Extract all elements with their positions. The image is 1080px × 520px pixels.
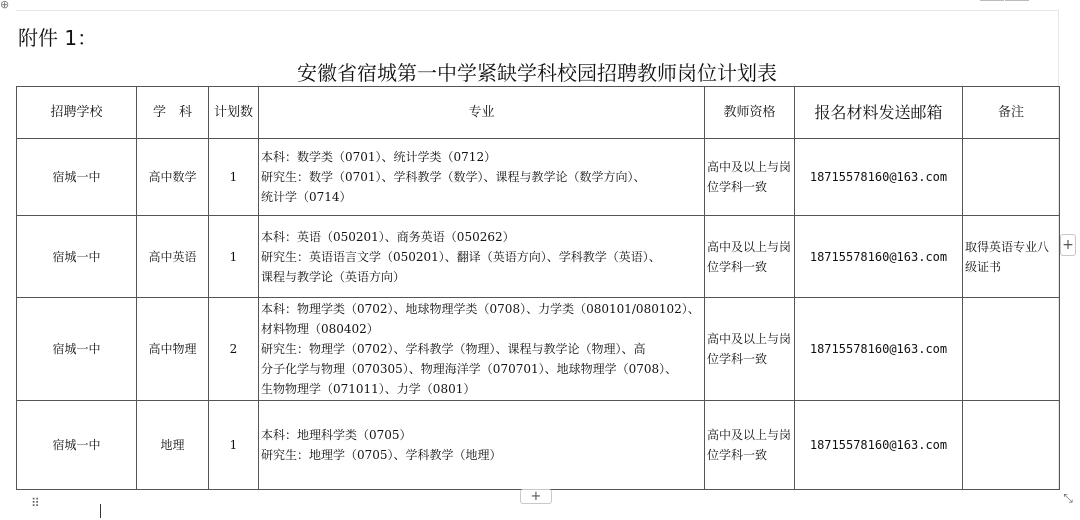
cell-email[interactable]: 18715578160@163.com <box>795 401 963 490</box>
table-move-handle[interactable]: ⊕ <box>0 0 10 11</box>
cell-major[interactable] <box>259 401 705 490</box>
cell-subject[interactable]: 高中英语 <box>137 216 209 298</box>
cell-remark[interactable] <box>963 298 1060 401</box>
table-resize-icon[interactable]: ⤡ <box>1063 491 1073 505</box>
cell-email[interactable]: 18715578160@163.com <box>795 216 963 298</box>
cell-qualification[interactable]: 高中及以上与岗位学科一致 <box>705 216 795 298</box>
cell-remark[interactable] <box>963 139 1060 216</box>
add-row-button[interactable]: + <box>1060 234 1076 256</box>
header-subject[interactable]: 学 科 <box>137 87 209 139</box>
major-line: 生物物理学（071011）、力学（0801） <box>261 382 476 396</box>
cell-email[interactable]: 18715578160@163.com <box>795 139 963 216</box>
text-cursor <box>100 504 101 518</box>
major-line: 本科：数学类（0701）、统计学类（0712） <box>261 150 497 164</box>
table-row <box>17 216 1060 298</box>
page-corner-mark <box>1005 0 1029 8</box>
header-count[interactable]: 计划数 <box>209 87 259 139</box>
major-line: 统计学（0714） <box>261 190 352 204</box>
major-line: 研究生：英语语言文学（050201）、翻译（英语方向）、学科教学（英语）、 <box>261 249 661 264</box>
major-line: 研究生：数学（0701）、学科教学（数学）、课程与教学论（数学方向）、 <box>261 170 646 184</box>
cell-count[interactable]: 1 <box>209 216 259 298</box>
major-line: 本科：地理科学类（0705） <box>261 428 412 442</box>
page-title: 安徽省宿城第一中学紧缺学科校园招聘教师岗位计划表 <box>297 61 777 85</box>
major-line: 研究生：地理学（0705）、学科教学（地理） <box>261 448 502 462</box>
cell-count[interactable]: 1 <box>209 139 259 216</box>
cell-count[interactable]: 1 <box>209 401 259 490</box>
cell-qualification[interactable]: 高中及以上与岗位学科一致 <box>705 298 795 401</box>
major-line: 本科：物理学类（0702）、地球物理学类（0708）、力学类（080101/080102）、 <box>261 302 700 316</box>
cell-major[interactable] <box>259 216 705 298</box>
cell-school[interactable]: 宿城一中 <box>17 139 137 216</box>
header-remark[interactable]: 备注 <box>963 87 1060 139</box>
table-header-row <box>17 87 1060 139</box>
attachment-label: 附件 1： <box>18 26 98 50</box>
cell-major[interactable] <box>259 139 705 216</box>
page-margin-guide <box>16 10 1058 11</box>
recruitment-plan-table <box>16 86 1060 490</box>
cell-email[interactable]: 18715578160@163.com <box>795 298 963 401</box>
page-corner-mark <box>980 0 1004 8</box>
cell-qualification[interactable]: 高中及以上与岗位学科一致 <box>705 139 795 216</box>
header-qualification[interactable]: 教师资格 <box>705 87 795 139</box>
table-row <box>17 401 1060 490</box>
cell-remark[interactable] <box>963 401 1060 490</box>
cell-qualification[interactable]: 高中及以上与岗位学科一致 <box>705 401 795 490</box>
cell-count[interactable]: 2 <box>209 298 259 401</box>
cell-subject[interactable]: 高中物理 <box>137 298 209 401</box>
major-line: 分子化学与物理（070305）、物理海洋学（070701）、地球物理学（0708）、 <box>261 362 678 376</box>
header-email[interactable]: 报名材料发送邮箱 <box>795 87 963 139</box>
table-row <box>17 139 1060 216</box>
cell-subject[interactable]: 高中数学 <box>137 139 209 216</box>
major-line: 课程与教学论（英语方向） <box>261 269 406 284</box>
drag-handle-icon[interactable]: ⠿ <box>31 496 41 510</box>
major-line: 材料物理（080402） <box>261 322 379 336</box>
cell-remark[interactable]: 取得英语专业八级证书 <box>963 216 1060 298</box>
major-line: 研究生：物理学（0702）、学科教学（物理）、课程与教学论（物理）、高 <box>261 342 646 356</box>
add-column-button[interactable]: + <box>520 489 552 504</box>
cell-subject[interactable]: 地理 <box>137 401 209 490</box>
header-school[interactable]: 招聘学校 <box>17 87 137 139</box>
cell-school[interactable]: 宿城一中 <box>17 401 137 490</box>
cell-major[interactable] <box>259 298 705 401</box>
cell-school[interactable]: 宿城一中 <box>17 298 137 401</box>
major-line: 本科：英语（050201）、商务英语（050262） <box>261 229 515 244</box>
table-row <box>17 298 1060 401</box>
header-major[interactable]: 专业 <box>259 87 705 139</box>
cell-school[interactable]: 宿城一中 <box>17 216 137 298</box>
